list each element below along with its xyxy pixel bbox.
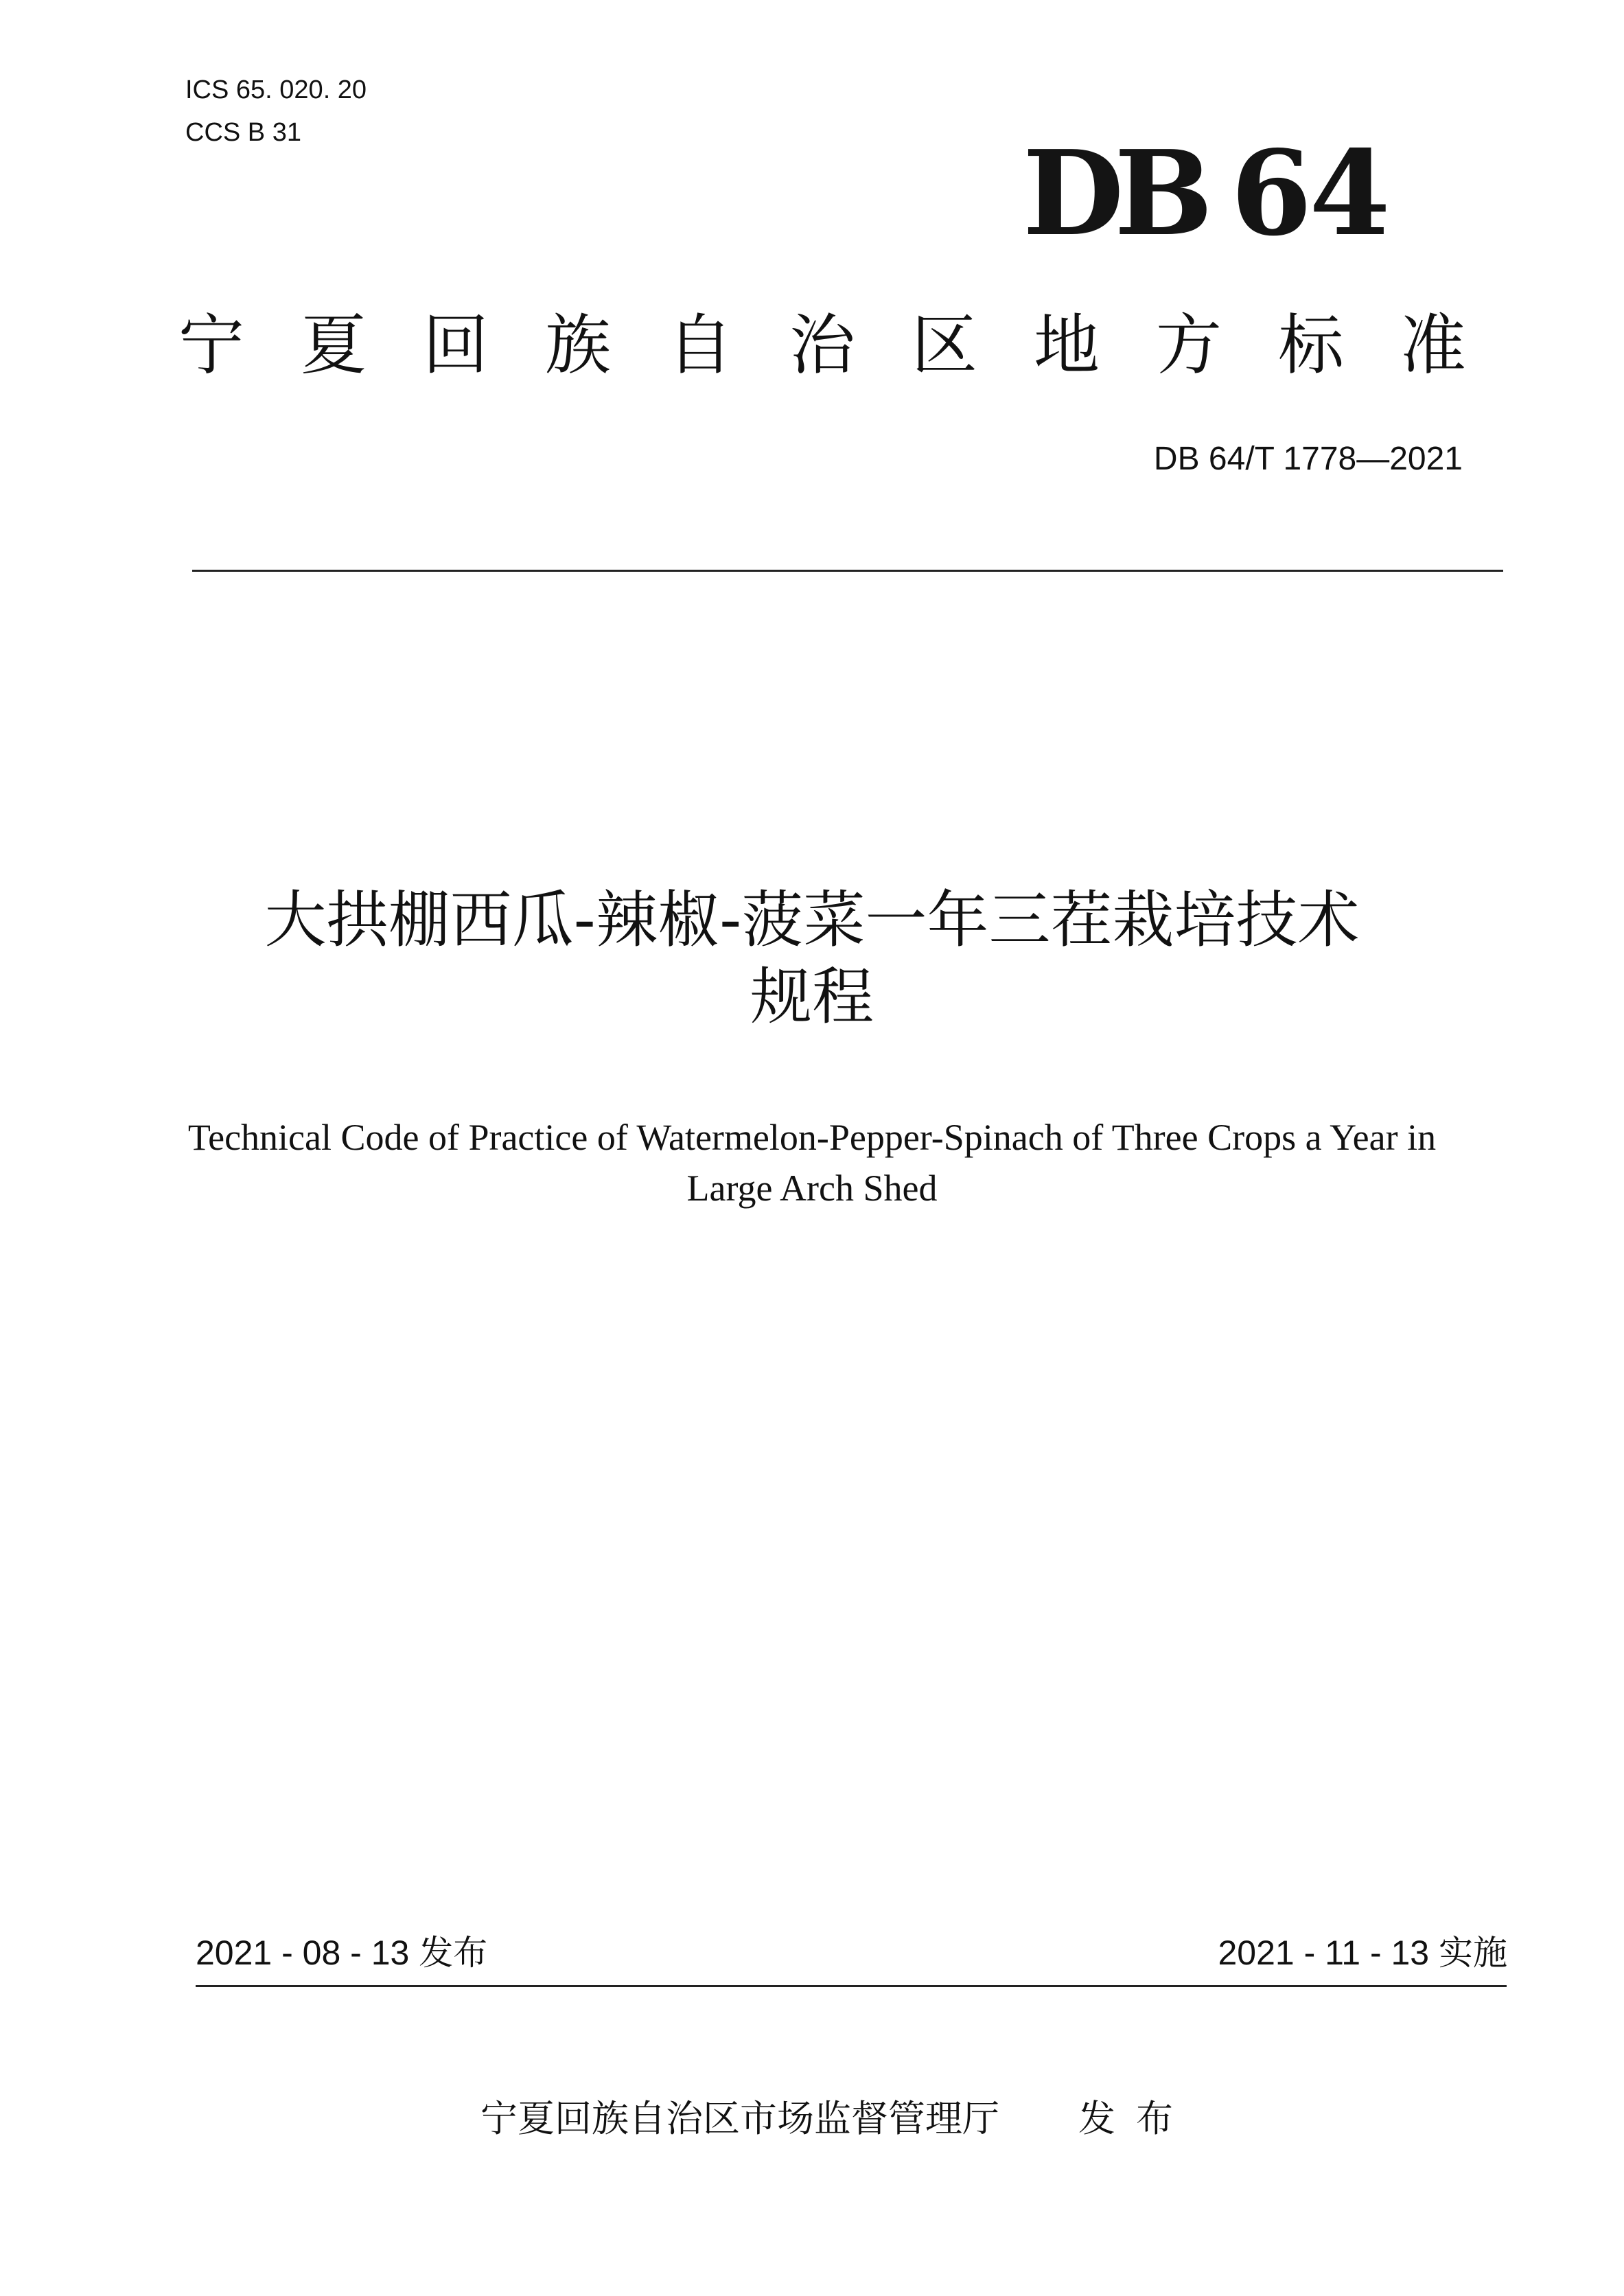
db64-logo: [1023, 125, 1388, 262]
bottom-divider: [196, 1985, 1507, 1987]
title-cn-line-2: 规程: [750, 961, 874, 1033]
standard-kind: 宁夏回族自治区地方标准: [178, 307, 1522, 384]
title-en-line-2: Large Arch Shed: [686, 1168, 938, 1209]
issuer-line: [480, 2097, 1194, 2140]
title-en-line-1: Technical Code of Practice of Watermelon-Pepper-Spinach of Three Crops a Year in: [187, 1117, 1437, 1158]
publish-date: 2021 - 08 - 13 发布: [196, 1934, 488, 1972]
logo-number: 64: [1231, 125, 1388, 262]
standard-code: DB 64/T 1778—2021: [1153, 441, 1463, 477]
title-cn-line-1: 大拱棚西瓜-辣椒-菠菜一年三茬栽培技术: [264, 884, 1360, 956]
issuer-action: 发布: [1078, 2097, 1194, 2140]
issuer-name: 宁夏回族自治区市场监督管理厅: [480, 2097, 999, 2140]
ccs-code: CCS B 31: [185, 118, 301, 147]
implement-date: 2021 - 11 - 13 实施: [1218, 1934, 1507, 1972]
ics-code: ICS 65. 020. 20: [185, 76, 367, 104]
logo-prefix: DB: [1023, 125, 1204, 262]
title-english: [137, 1112, 1487, 1214]
title-chinese: [137, 882, 1487, 1036]
top-divider: [192, 570, 1503, 572]
